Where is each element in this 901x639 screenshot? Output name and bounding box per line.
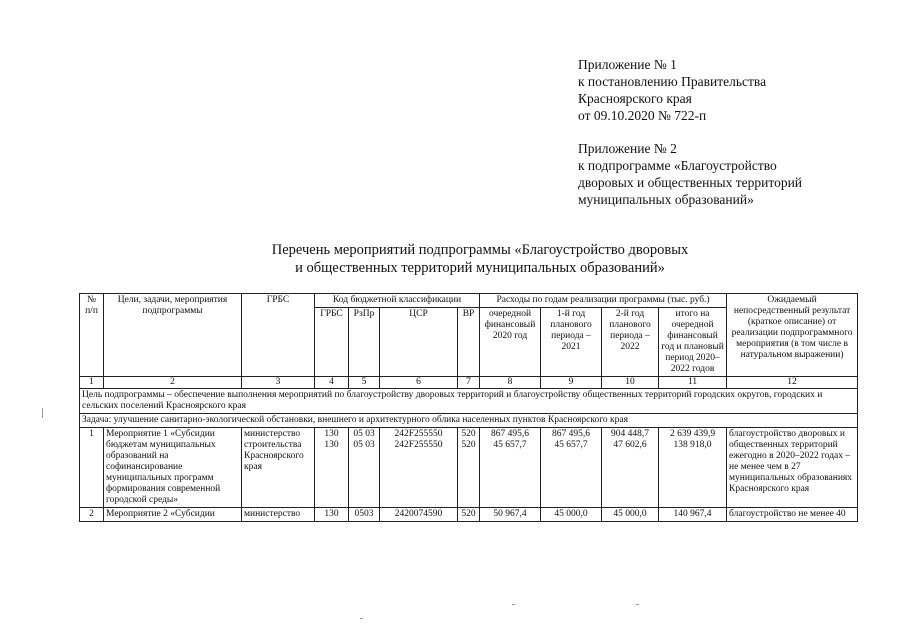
row-2022: 45 000,0	[602, 508, 659, 522]
row-grbs: 130 130	[315, 428, 349, 508]
column-number: 8	[480, 377, 541, 389]
header-expenses: Расходы по годам реализации программы (тыс. руб.)	[480, 294, 727, 308]
subheader-total: итого на очередной финансовый год и плановый период 2020–2022 годов	[659, 308, 727, 377]
column-number: 5	[349, 377, 380, 389]
table-row	[80, 428, 858, 508]
column-number: 2	[104, 377, 242, 389]
row-csr: 242F255550 242F255550	[380, 428, 458, 508]
column-number: 4	[315, 377, 349, 389]
header-budget-code: Код бюджетной классификации	[315, 294, 480, 308]
row-total: 2 639 439,9 138 918,0	[659, 428, 727, 508]
subheader-grbs: ГРБС	[315, 308, 349, 377]
row-num: 1	[80, 428, 104, 508]
row-name: Мероприятие 2 «Субсидии	[104, 508, 242, 522]
appendix-1-block	[578, 56, 766, 124]
goal-row	[80, 389, 858, 414]
header-result: Ожидаемый непосредственный результат (краткое описание) от реализации подпрограммного мероприятия (в том числе в натуральном выражении)	[727, 294, 858, 377]
column-number: 11	[659, 377, 727, 389]
header-row	[80, 294, 858, 308]
subheader-2022: 2-й год планового периода – 2022	[602, 308, 659, 377]
column-number: 10	[602, 377, 659, 389]
subheader-csr: ЦСР	[380, 308, 458, 377]
row-2021: 45 000,0	[541, 508, 602, 522]
header-goals: Цели, задачи, мероприятия подпрограммы	[104, 294, 242, 377]
column-number: 1	[80, 377, 104, 389]
row-2022: 904 448,7 47 602,6	[602, 428, 659, 508]
appendix-1-line: Красноярского края	[578, 91, 692, 106]
task-text: Задача: улучшение санитарно-экологической обстановки, внешнего и архитектурного облика населенных пунктов Красноярского края	[80, 414, 858, 428]
column-number: 9	[541, 377, 602, 389]
appendix-1-line: от 09.10.2020 № 722-п	[578, 108, 707, 123]
measures-table	[79, 293, 858, 522]
appendix-2-line: дворовых и общественных территорий	[578, 175, 803, 190]
goal-text: Цель подпрограммы – обеспечение выполнения мероприятий по благоустройству дворовых территорий и благоустройству общественных территорий городских округов, городских и сельских поселений Красноярского края	[80, 389, 858, 414]
appendix-1-line: к постановлению Правительства	[578, 74, 767, 89]
column-number: 6	[380, 377, 458, 389]
row-total: 140 967,4	[659, 508, 727, 522]
scan-speck	[636, 604, 639, 605]
document-title	[230, 241, 730, 277]
scan-speck	[42, 408, 43, 418]
row-rzpr: 05 03 05 03	[349, 428, 380, 508]
subheader-2020: очередной финансовый 2020 год	[480, 308, 541, 377]
scan-speck	[512, 604, 515, 605]
scan-speck	[360, 618, 363, 619]
row-name: Мероприятие 1 «Субсидии бюджетам муниципальных образований на софинансирование муниципальных программ формирования современной городской среды»	[104, 428, 242, 508]
title-line-1: Перечень мероприятий подпрограммы «Благоустройство дворовых	[271, 242, 689, 258]
appendix-2-block	[578, 140, 802, 208]
row-csr: 2420074590	[380, 508, 458, 522]
row-grbs-name: министерство	[242, 508, 315, 522]
row-vr: 520	[458, 508, 480, 522]
subheader-2021: 1-й год планового периода – 2021	[541, 308, 602, 377]
task-row	[80, 414, 858, 428]
row-vr: 520 520	[458, 428, 480, 508]
row-2020: 50 967,4	[480, 508, 541, 522]
subheader-vr: ВР	[458, 308, 480, 377]
row-num: 2	[80, 508, 104, 522]
table-row	[80, 508, 858, 522]
subheader-rzpr: РзПр	[349, 308, 380, 377]
appendix-1-line: Приложение № 1	[578, 57, 677, 72]
row-2020: 867 495,6 45 657,7	[480, 428, 541, 508]
row-rzpr: 0503	[349, 508, 380, 522]
column-number: 12	[727, 377, 858, 389]
row-result: благоустройство не менее 40	[727, 508, 858, 522]
row-2021: 867 495,6 45 657,7	[541, 428, 602, 508]
header-num: № п/п	[80, 294, 104, 377]
column-number: 3	[242, 377, 315, 389]
appendix-2-line: к подпрограмме «Благоустройство	[578, 158, 777, 173]
row-grbs: 130	[315, 508, 349, 522]
column-number-row	[80, 377, 858, 389]
header-grbs: ГРБС	[242, 294, 315, 377]
column-number: 7	[458, 377, 480, 389]
title-line-2: и общественных территорий муниципальных образований»	[295, 260, 665, 276]
row-result: благоустройство дворовых и общественных территорий ежегодно в 2020–2022 годах – не менее чем в 27 муниципальных образованиях Красноярского края	[727, 428, 858, 508]
appendix-2-line: Приложение № 2	[578, 141, 677, 156]
row-grbs-name: министерство строительства Красноярского края	[242, 428, 315, 508]
appendix-2-line: муниципальных образований»	[578, 192, 754, 207]
